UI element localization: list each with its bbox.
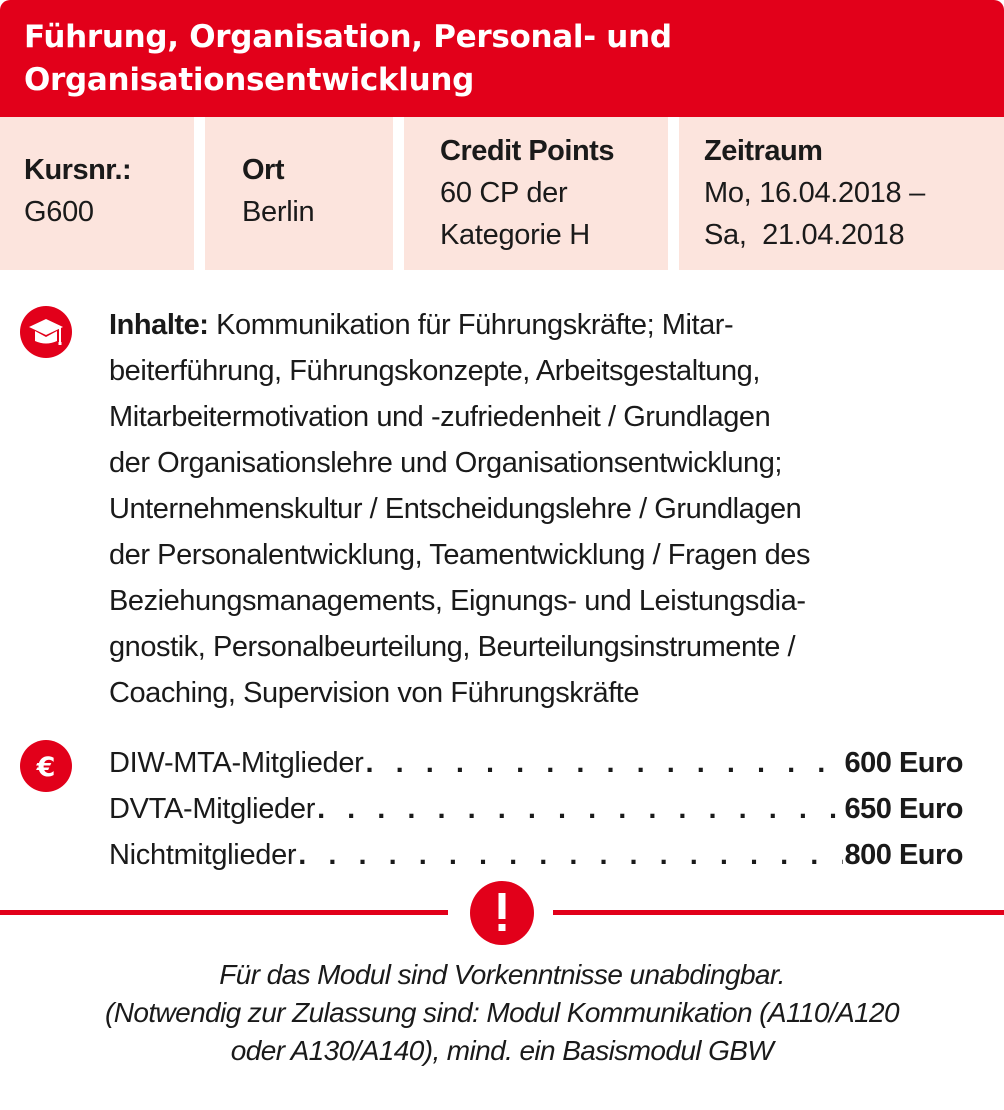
price-label: DIW-MTA-Mitglieder	[109, 747, 364, 779]
graduation-cap-icon	[20, 306, 72, 358]
kursnr-value: G600	[24, 196, 94, 228]
dot-leader	[298, 832, 842, 878]
contents-line: Mitarbeitermotivation und -zufriedenheit / Grundlagen	[109, 401, 771, 433]
prerequisite-note	[0, 956, 1004, 1070]
price-list	[109, 740, 963, 878]
contents-line: Beziehungsmanagements, Eignungs- und Leistungsdia-	[109, 585, 806, 617]
price-row	[109, 832, 963, 878]
note-line: oder A130/A140), mind. ein Basismodul GBW	[230, 1035, 774, 1066]
course-title-line-1: Führung, Organisation, Personal- und	[24, 19, 672, 55]
exclamation-icon	[470, 881, 534, 945]
contents-text: Kommunikation für Führungskräfte; Mitar-	[208, 309, 734, 341]
contents-line: beiterführung, Führungskonzepte, Arbeitsgestaltung,	[109, 355, 760, 387]
contents-line: Unternehmenskultur / Entscheidungslehre / Grundlagen	[109, 493, 802, 525]
zeitraum-value-line-2: Sa, 21.04.2018	[704, 219, 905, 251]
svg-text:€: €	[36, 752, 56, 783]
note-line: Für das Modul sind Vorkenntnisse unabdingbar.	[219, 959, 785, 990]
dot-leader	[366, 740, 843, 786]
info-box-ort	[205, 117, 393, 270]
ort-value: Berlin	[242, 196, 315, 228]
contents-line: gnostik, Personalbeurteilung, Beurteilungsinstrumente /	[109, 631, 796, 663]
divider-left	[0, 910, 448, 915]
contents-line	[109, 302, 989, 348]
price-row	[109, 740, 963, 786]
contents-line: der Organisationslehre und Organisationsentwicklung;	[109, 447, 782, 479]
course-contents	[109, 302, 989, 716]
euro-icon	[20, 740, 72, 792]
zeitraum-value-line-1: Mo, 16.04.2018 –	[704, 177, 925, 209]
divider-right	[553, 910, 1004, 915]
credit-points-value-line-2: Kategorie H	[440, 219, 590, 251]
contents-line: Coaching, Supervision von Führungskräfte	[109, 677, 640, 709]
price-row	[109, 786, 963, 832]
kursnr-label: Kursnr.:	[24, 154, 132, 186]
note-line: (Notwendig zur Zulassung sind: Modul Kommunikation (A110/A120	[105, 997, 899, 1028]
zeitraum-label: Zeitraum	[704, 135, 823, 167]
course-title-line-2: Organisationsentwicklung	[24, 62, 475, 98]
course-title	[24, 16, 984, 102]
contents-label: Inhalte:	[109, 309, 209, 341]
info-box-zeitraum	[679, 117, 1004, 270]
price-label: DVTA-Mitglieder	[109, 793, 316, 825]
price-value: 600 Euro	[844, 747, 963, 779]
info-box-kursnr	[0, 117, 194, 270]
credit-points-label: Credit Points	[440, 135, 614, 167]
course-header	[0, 0, 1004, 117]
price-value: 650 Euro	[844, 793, 963, 825]
price-label: Nichtmitglieder	[109, 839, 297, 871]
contents-line: der Personalentwicklung, Teamentwicklung / Fragen des	[109, 539, 811, 571]
dot-leader	[317, 786, 842, 832]
credit-points-value-line-1: 60 CP der	[440, 177, 568, 209]
info-box-credit-points	[404, 117, 668, 270]
price-value: 800 Euro	[844, 839, 963, 871]
ort-label: Ort	[242, 154, 284, 186]
